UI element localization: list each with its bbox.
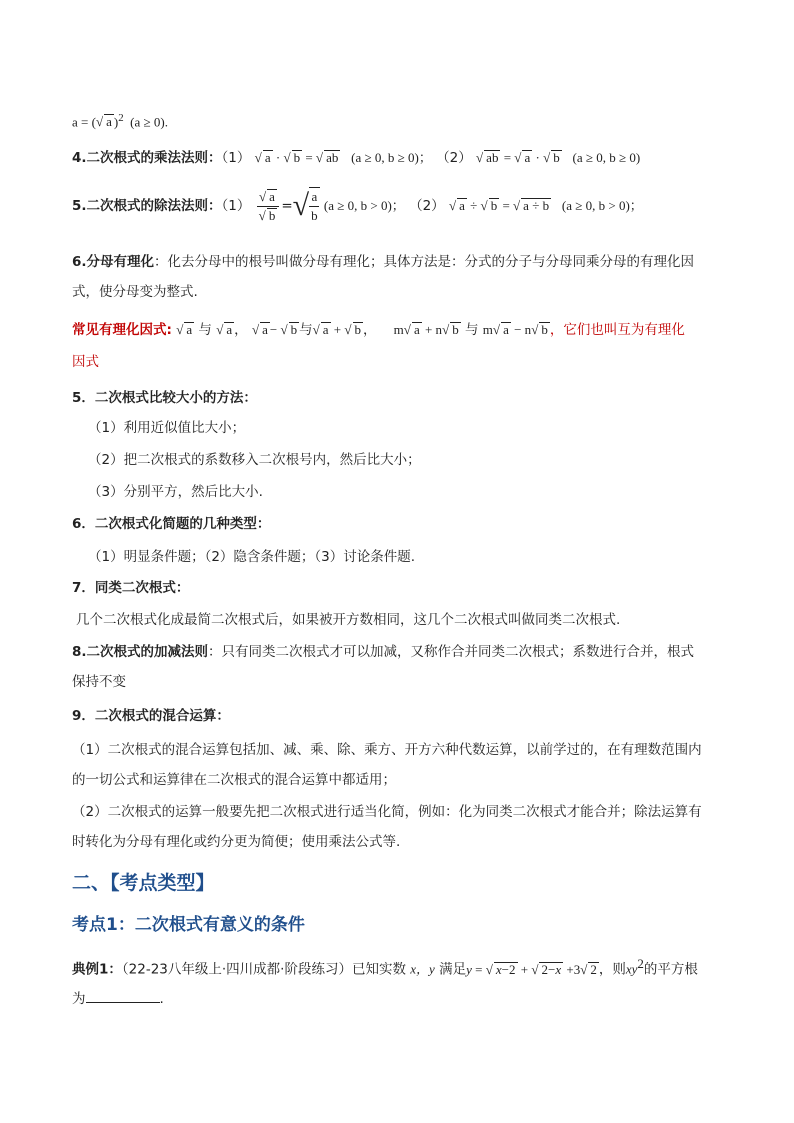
sqrt-of-fraction: √ $\frac{a}{b}$ — [292, 189, 318, 223]
word-yu: 与 — [465, 322, 479, 338]
rule-8-continued — [72, 672, 734, 692]
rule-7-text-line — [76, 610, 734, 630]
rule-6b-text-line — [88, 547, 734, 567]
example-1-vars: x，y — [410, 961, 435, 977]
answer-blank[interactable] — [86, 988, 160, 1003]
example-1-line: 典例1：（22-23八年级上·四川成都·阶段练习）已知实数 x，y 满足y = √ x−2 + √ 2−x +3√ 2 ，则$xy^2$的平方根 — [72, 956, 698, 978]
word-yu: 与 — [198, 322, 212, 338]
list-item: （1）利用近似值比大小； — [88, 420, 246, 436]
rule-9-p1b — [72, 770, 734, 790]
example-1-label: 典例1： — [72, 961, 122, 978]
rule-8-heading: 8.二次根式的加减法则 — [72, 644, 209, 660]
rule-8-text-2: 保持不变 — [72, 674, 126, 690]
formula-line-a-square: a = (√ a )$^2$ (a ≥ 0). — [72, 112, 168, 130]
rule-6-continued — [72, 282, 734, 302]
common-factors-tail-2: 因式 — [72, 354, 99, 370]
rule-9-heading: 9．二次根式的混合运算： — [72, 708, 230, 724]
rule-4-condition-1: (a ≥ 0, b ≥ 0)； — [351, 150, 432, 165]
fraction-sqrt-a-over-sqrt-b: $\frac{√ a}{√ b}$ — [257, 188, 280, 225]
label-2: （2） — [409, 198, 445, 214]
example-1-wei: 为 — [72, 991, 86, 1007]
rule-6b-heading: 6．二次根式化简题的几种类型： — [72, 516, 271, 532]
rule-9-p2b — [72, 832, 734, 852]
rule-5b-item-2 — [88, 450, 734, 470]
rule-5-condition-1: (a ≥ 0, b > 0)； — [323, 198, 405, 213]
rule-6b-heading-line — [72, 514, 734, 534]
example-1-mid: 满足 — [439, 961, 467, 978]
kaodian-1-heading: 考点1：二次根式有意义的条件 — [72, 915, 305, 935]
rule-9-text: （1）二次根式的混合运算包括加、减、乘、除、乘方、开方六种代数运算，以前学过的，在有理数范围内 — [72, 742, 702, 758]
common-factors-tail: ，它们也叫互为有理化 — [549, 322, 685, 338]
common-factors-label: 常见有理化因式: — [72, 322, 172, 338]
rule-5b-heading: 5．二次根式比较大小的方法： — [72, 390, 257, 406]
example-1-tail: 的平方根 — [643, 961, 698, 978]
rule-4-condition-2: (a ≥ 0, b ≥ 0) — [572, 150, 641, 165]
rule-7-heading-line — [72, 578, 734, 598]
label-2: （2） — [436, 150, 472, 166]
rule-6b-text: （1）明显条件题；（2）隐含条件题；（3）讨论条件题. — [88, 549, 416, 565]
list-item: （3）分别平方，然后比大小. — [88, 484, 263, 500]
rule-5b-item-1 — [88, 418, 734, 438]
example-1-end: . — [159, 991, 164, 1007]
rule-8-text: ：只有同类二次根式才可以加减，又称作合并同类二次根式；系数进行合并，根式 — [208, 644, 695, 660]
rule-9-text: （2）二次根式的运算一般要先把二次根式进行适当化简，例如：化为同类二次根式才能合并；除法运算有 — [72, 804, 702, 820]
rule-6-text: ：化去分母中的根号叫做分母有理化；具体方法是：分式的分子与分母同乘分母的有理化因 — [154, 254, 695, 270]
rule-5b-heading-line — [72, 388, 734, 408]
rule-6-heading: 6.分母有理化 — [72, 254, 155, 270]
rule-4-multiplication: 4.二次根式的乘法法则：（1） √ a · √ b = √ ab (a ≥ 0, b ≥ 0)； （2） √ ab = √ a · √ b (a ≥ 0, b ≥ 0) — [72, 150, 641, 166]
common-rationalizing-factors: 常见有理化因式: √ a 与 √ a ， √ a − √ b 与√ a + √ b ， m√ a + n√ b 与 m√ a − n√ b ，它们也叫互为有理化 — [72, 322, 685, 338]
rule-9-p1a — [72, 740, 734, 760]
rule-8-line — [72, 642, 734, 662]
rule-6-rationalize — [72, 252, 734, 272]
rule-6-text-2: 式，使分母变为整式. — [72, 284, 198, 300]
rule-9-text: 的一切公式和运算律在二次根式的混合运算中都适用； — [72, 772, 396, 788]
label-1: （1） — [221, 150, 251, 166]
rule-5b-item-3 — [88, 482, 734, 502]
rule-5-division: 5.二次根式的除法法则：（1） $\frac{√ a}{√ b}$ = √ $\frac{a}{b}$ (a ≥ 0, b > 0)； （2） √ a ÷ √ b = √ a ÷ b (a ≥ 0, b > 0)； — [72, 186, 734, 226]
rule-5-heading: 5.二次根式的除法法则： — [72, 198, 222, 214]
rule-7-text: 几个二次根式化成最简二次根式后，如果被开方数相同，这几个二次根式叫做同类二次根式. — [76, 612, 621, 628]
section-heading-2: 二、【考点类型】 — [72, 872, 215, 894]
rule-4-heading: 4.二次根式的乘法法则： — [72, 150, 222, 166]
rule-9-heading-line — [72, 706, 734, 726]
word-yu: 与 — [299, 322, 313, 338]
example-1-then: ，则 — [598, 961, 626, 978]
rule-9-p2a — [72, 802, 734, 822]
rule-5-condition-2: (a ≥ 0, b > 0)； — [561, 198, 643, 213]
condition-text: (a ≥ 0). — [130, 114, 168, 130]
common-factors-continued — [72, 352, 734, 372]
example-1-answer-line — [72, 988, 734, 1009]
rule-7-heading: 7．同类二次根式： — [72, 580, 190, 596]
rule-9-text: 时转化为分母有理化或约分更为简便；使用乘法公式等. — [72, 834, 401, 850]
label-1: （1） — [221, 198, 251, 214]
example-1-source: （22-23八年级上·四川成都·阶段练习）已知实数 — [121, 961, 406, 978]
list-item: （2）把二次根式的系数移入二次根号内，然后比大小； — [88, 452, 421, 468]
